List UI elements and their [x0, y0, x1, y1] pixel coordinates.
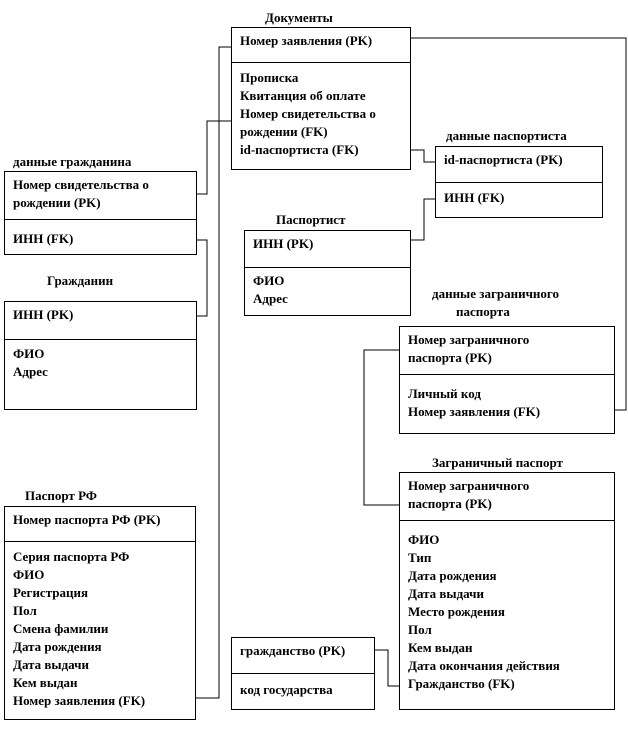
citizen-entity	[4, 301, 197, 410]
citizen-data-field: ИНН (FK)	[13, 231, 74, 246]
citizen-data-fields-section	[5, 220, 196, 252]
foreign-passport-field: Гражданство (FK)	[408, 676, 515, 691]
citizen-pk-section	[5, 302, 196, 340]
citizen-pk: ИНН (PK)	[13, 307, 74, 322]
link-citizen-data-citizen	[197, 240, 207, 316]
link-documents-passportist-data	[411, 150, 435, 162]
passportist-data-pk-section	[436, 147, 602, 183]
foreign-passport-field: Место рождения	[408, 604, 505, 619]
documents-field: рождении (FK)	[240, 124, 328, 139]
link-documents-citizen-data	[197, 121, 231, 194]
documents-entity	[231, 27, 411, 170]
citizen-data-pk: Номер свидетельства о	[13, 177, 149, 192]
foreign-passport-data-field: Номер заявления (FK)	[408, 404, 541, 419]
rf-passport-field: Пол	[13, 603, 37, 618]
foreign-passport-field: Тип	[408, 550, 432, 565]
foreign-passport-field: Дата выдачи	[408, 586, 484, 601]
foreign-passport-data-pk-section	[400, 327, 614, 375]
foreign-passport-data-field: Личный код	[408, 386, 481, 401]
documents-field: Номер свидетельства о	[240, 106, 376, 121]
passportist-fields-section	[245, 268, 410, 312]
citizenship-fields-section	[232, 674, 374, 703]
foreign-passport-data-fields-section	[400, 375, 614, 425]
rf-passport-fields-section	[5, 542, 195, 714]
foreign-passport-pk: Номер заграничного	[408, 478, 530, 493]
documents-pk: Номер заявления (PK)	[240, 33, 373, 48]
rf-passport-field: ФИО	[13, 567, 45, 582]
foreign-passport-data-title-line2: паспорта	[456, 304, 510, 319]
passportist-data-fields-section	[436, 183, 602, 211]
foreign-passport-title: Заграничный паспорт	[432, 455, 563, 470]
foreign-passport-field: Пол	[408, 622, 432, 637]
citizen-field: Адрес	[13, 364, 48, 379]
citizen-data-title: данные гражданина	[13, 154, 132, 169]
citizenship-entity	[231, 637, 375, 710]
foreign-passport-field: Дата рождения	[408, 568, 497, 583]
foreign-passport-field: Кем выдан	[408, 640, 473, 655]
citizenship-field: код государства	[240, 682, 333, 697]
citizen-data-pk-section	[5, 172, 196, 220]
citizen-data-pk: рождении (PK)	[13, 195, 101, 210]
link-citizenship-foreign-passport	[375, 650, 399, 686]
rf-passport-field: Номер заявления (FK)	[13, 693, 146, 708]
citizen-field: ФИО	[13, 346, 45, 361]
passportist-entity	[244, 230, 411, 316]
foreign-passport-fields-section	[400, 521, 614, 697]
citizen-fields-section	[5, 340, 196, 385]
link-passportist-data-passportist	[411, 199, 435, 240]
documents-field: id-паспортиста (FK)	[240, 142, 359, 157]
rf-passport-entity	[4, 506, 196, 720]
foreign-passport-field: ФИО	[408, 532, 440, 547]
rf-passport-pk-section	[5, 507, 195, 542]
documents-field: Прописка	[240, 70, 299, 85]
rf-passport-pk: Номер паспорта РФ (PK)	[13, 512, 161, 527]
passportist-data-title: данные паспортиста	[446, 128, 567, 143]
foreign-passport-data-pk: Номер заграничного	[408, 332, 530, 347]
documents-title: Документы	[265, 10, 333, 25]
passportist-pk-section	[245, 231, 410, 268]
foreign-passport-field: Дата окончания действия	[408, 658, 560, 673]
citizen-title: Гражданин	[47, 273, 114, 288]
rf-passport-field: Кем выдан	[13, 675, 78, 690]
foreign-passport-data-pk: паспорта (PK)	[408, 350, 492, 365]
foreign-passport-entity	[399, 472, 615, 710]
documents-fields-section	[232, 63, 410, 163]
passportist-data-entity	[435, 146, 603, 218]
passportist-data-pk: id-паспортиста (PK)	[444, 152, 563, 167]
rf-passport-title: Паспорт РФ	[25, 488, 97, 503]
passportist-field: ФИО	[253, 273, 285, 288]
passportist-field: Адрес	[253, 291, 288, 306]
rf-passport-field: Дата рождения	[13, 639, 102, 654]
link-foreign-passport-data-foreign-passport	[364, 350, 399, 505]
foreign-passport-data-entity	[399, 326, 615, 434]
rf-passport-field: Дата выдачи	[13, 657, 89, 672]
foreign-passport-pk-section	[400, 473, 614, 521]
rf-passport-field: Серия паспорта РФ	[13, 549, 130, 564]
passportist-data-field: ИНН (FK)	[444, 190, 505, 205]
citizen-data-entity	[4, 171, 197, 255]
documents-field: Квитанция об оплате	[240, 88, 366, 103]
passportist-title: Паспортист	[276, 212, 346, 227]
foreign-passport-pk: паспорта (PK)	[408, 496, 492, 511]
link-documents-rf-passport	[196, 47, 231, 698]
documents-pk-section	[232, 28, 410, 63]
passportist-pk: ИНН (PK)	[253, 236, 314, 251]
foreign-passport-data-title: данные заграничного	[432, 286, 559, 301]
rf-passport-field: Смена фамилии	[13, 621, 109, 636]
citizenship-pk: гражданство (PK)	[240, 643, 346, 658]
citizenship-pk-section	[232, 638, 374, 674]
rf-passport-field: Регистрация	[13, 585, 88, 600]
